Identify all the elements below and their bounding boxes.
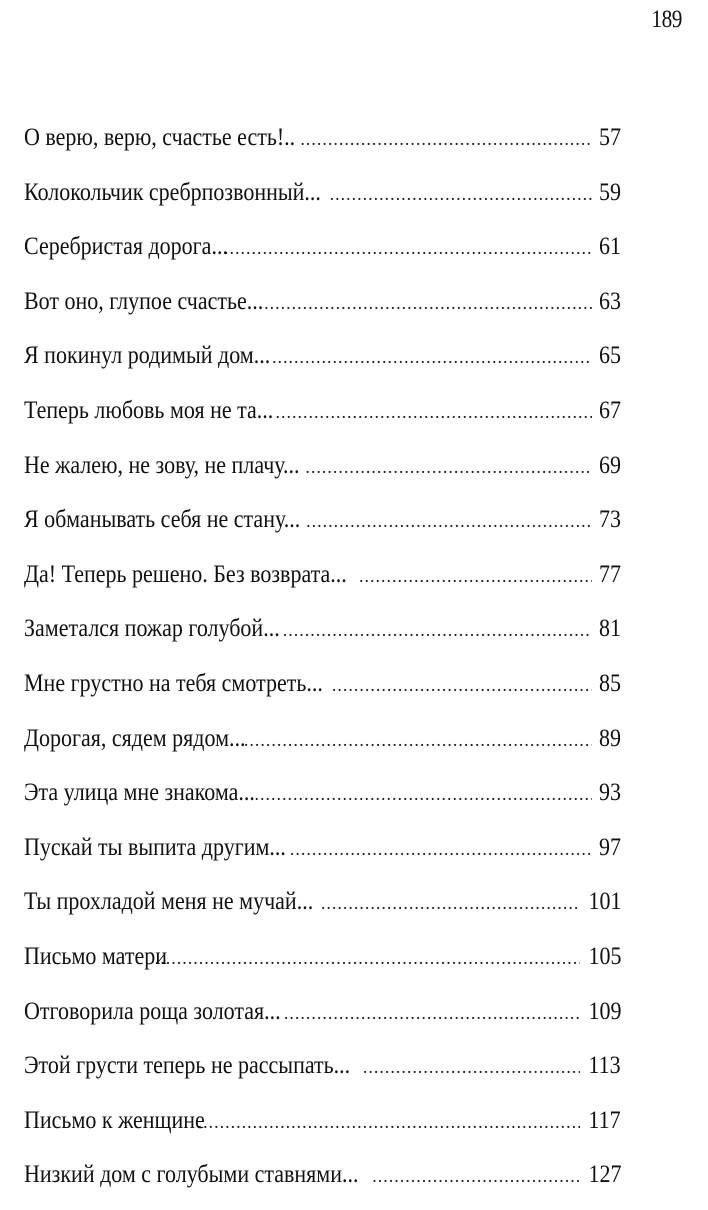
toc-entry [24,609,621,664]
toc-entry-page: 65 [599,342,621,370]
toc-entry-title: Теперь любовь моя не та... [24,396,274,424]
toc-entry [24,555,621,610]
toc-entry-page: 109 [588,997,621,1025]
toc-entry [24,500,621,555]
toc-entry-page: 59 [599,178,621,206]
dot-leader [283,610,592,650]
toc-entry-title: Отговорила роща золотая... [24,997,281,1025]
table-of-contents [24,118,621,1210]
toc-entry [24,118,621,173]
toc-entry-page: 85 [599,669,621,697]
dot-leader [224,228,592,268]
page-number: 189 [651,6,682,33]
toc-entry [24,719,621,774]
dot-leader [372,1156,579,1196]
toc-entry-page: 57 [599,124,621,151]
toc-entry-title: Письмо матери [24,942,167,970]
toc-entry-page: 63 [599,287,621,315]
toc-entry-title: Заметался пожар голубой... [24,615,280,643]
toc-entry [24,1101,621,1156]
toc-entry [24,1046,621,1101]
toc-entry-page: 89 [599,724,621,752]
toc-entry [24,391,621,446]
toc-entry-title: Ты прохладой меня не мучай... [24,888,314,916]
toc-entry-page: 81 [599,615,621,643]
dot-leader [330,174,592,214]
toc-entry [24,1155,621,1210]
toc-entry-title: Вот оно, глупое счастье... [24,287,264,315]
dot-leader [255,774,592,814]
toc-entry [24,828,621,883]
toc-entry-title: О верю, верю, счастье есть!.. [24,124,296,151]
dot-leader [290,829,592,869]
toc-entry-page: 73 [599,506,621,534]
toc-entry-title: Письмо к женщине [24,1106,205,1134]
dot-leader [155,938,580,978]
toc-entry-page: 117 [588,1106,621,1134]
dot-leader [284,993,580,1033]
toc-entry-title: Я обманывать себя не стану... [24,506,301,534]
dot-leader [321,883,580,923]
dot-leader [272,337,592,377]
toc-entry [24,992,621,1047]
toc-entry-title: Этой грусти теперь не рассыпать... [24,1052,351,1080]
toc-entry-page: 101 [588,888,621,916]
toc-entry-page: 67 [599,396,621,424]
toc-entry-title: Дорогая, сядем рядом... [24,724,246,752]
dot-leader [359,556,592,596]
dot-leader [363,1047,581,1087]
toc-entry-page: 127 [588,1161,621,1189]
toc-entry [24,227,621,282]
dot-leader [332,665,592,705]
toc-entry-title: Не жалею, не зову, не плачу... [24,451,300,479]
toc-entry-page: 113 [588,1052,621,1080]
toc-entry-page: 105 [588,942,621,970]
toc-entry [24,173,621,228]
toc-entry-title: Я покинул родимый дом... [24,342,271,370]
toc-entry-page: 77 [599,560,621,588]
dot-leader [198,1102,581,1142]
dot-leader [275,392,592,432]
toc-entry-title: Колокольчик сребрпозвонный... [24,178,321,206]
toc-entry [24,937,621,992]
toc-entry [24,336,621,391]
toc-entry-page: 93 [599,779,621,807]
dot-leader [264,283,592,323]
toc-entry-page: 61 [599,233,621,261]
toc-entry-title: Низкий дом с голубыми ставнями... [24,1161,359,1189]
toc-entry-page: 97 [599,833,621,861]
toc-entry-page: 69 [599,451,621,479]
dot-leader [306,501,592,541]
toc-entry [24,882,621,937]
toc-entry [24,446,621,501]
toc-entry-title: Да! Теперь решено. Без возврата... [24,560,347,588]
dot-leader [305,447,592,487]
toc-entry [24,773,621,828]
toc-entry-title: Пускай ты выпита другим... [24,833,286,861]
toc-entry [24,664,621,719]
toc-entry [24,282,621,337]
toc-entry-title: Мне грустно на тебя смотреть... [24,669,323,697]
dot-leader [300,119,592,159]
dot-leader [244,720,592,760]
toc-entry-title: Эта улица мне знакома... [24,779,255,807]
toc-entry-title: Серебристая дорога... [24,233,228,261]
